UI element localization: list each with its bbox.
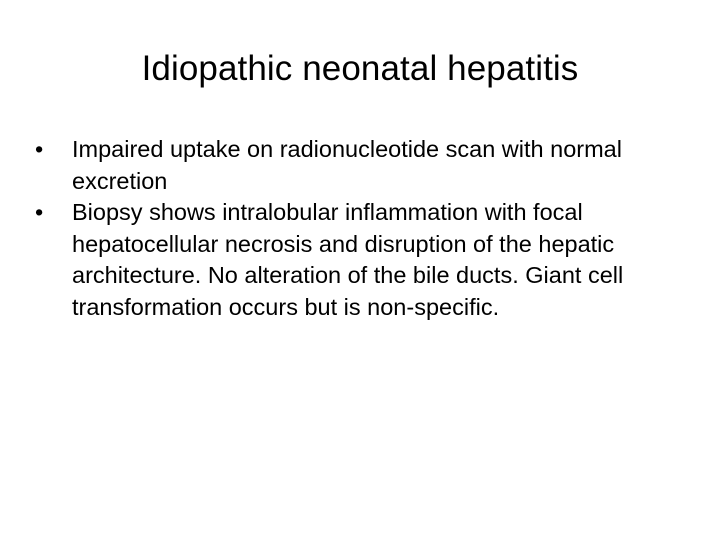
slide-title: Idiopathic neonatal hepatitis [141, 49, 579, 88]
bullet-list [35, 134, 695, 323]
bullet-item [35, 134, 695, 197]
bullet-text: Impaired uptake on radionucleotide scan with normal excretion [72, 136, 622, 194]
bullet-icon: • [35, 136, 44, 162]
bullet-icon: • [35, 199, 44, 225]
bullet-text: Biopsy shows intralobular inflammation with focal hepatocellular necrosis and disruption of the hepatic architecture. No alteration of the bile ducts. Giant cell transformation occurs but is non-specific. [72, 199, 624, 320]
bullet-item [35, 197, 695, 323]
